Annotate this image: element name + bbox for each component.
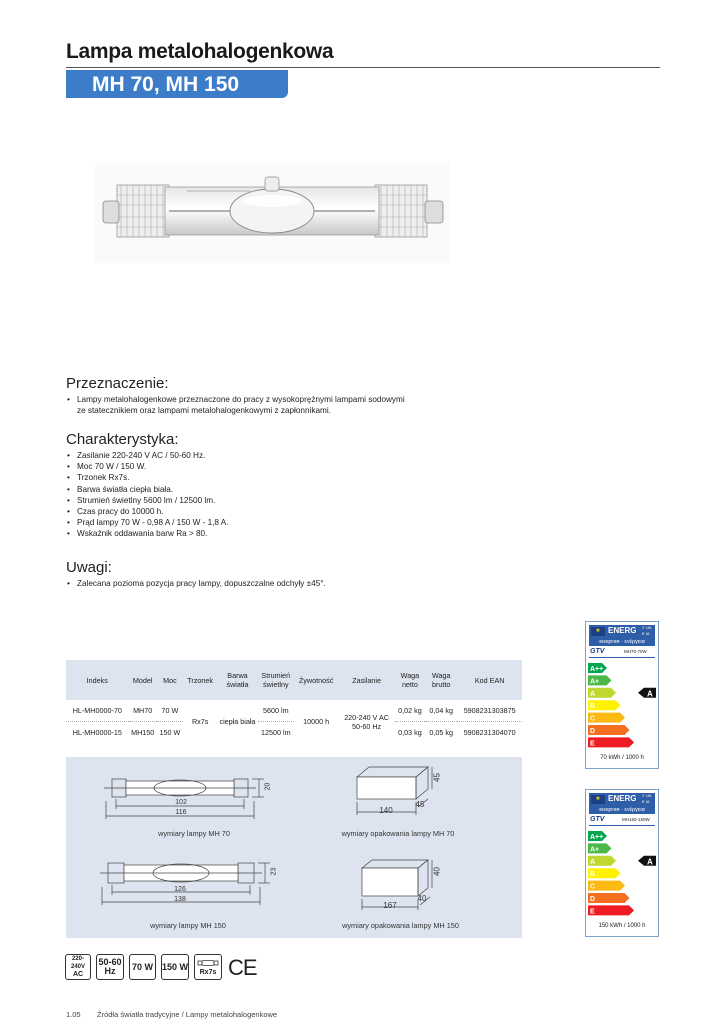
cell-ean: 5908231304070 [457,722,522,744]
list-item: • Prąd lampy 70 W - 0,98 A / 150 W - 1,8 A. [66,517,229,528]
energy-divider [589,825,655,826]
dimension-drawings [66,757,522,938]
list-item: • Wskaźnik oddawania barw Ra > 80. [66,528,229,539]
energy-word: ENERG [608,626,637,635]
eu-flag-icon: ★ [591,627,605,636]
cell-gross: 0,04 kg [429,706,453,715]
energy-consumption: 70 kWh / 1000 h [600,755,644,761]
dim-box150-length: 167 [383,901,397,910]
th-flux: Strumień świetlny [258,660,294,700]
voltage-top: 220-240V [70,956,85,970]
list-item: • Trzonek Rx7s. [66,472,229,483]
title-divider [66,67,660,68]
dim-box70-height: 45 [432,773,442,782]
power-150-icon: 150 W [161,954,189,980]
energy-class-bar [588,831,607,841]
eu-flag-icon: ★ [591,795,605,804]
th-gross: Waga brutto [425,660,457,700]
list-item: • Zasilanie 220-240 V AC / 50-60 Hz. [66,450,229,461]
table-header-row [66,660,522,700]
energy-class-bar [588,700,621,710]
th-power: Moc [157,660,183,700]
caption-lamp70: wymiary lampy MH 70 [158,829,230,838]
brand-logo: GTV [590,816,605,823]
voltage-icon [65,954,91,980]
energy-class-bar [588,843,612,853]
energy-class-label: A [590,858,596,866]
page-number: 1.05 [66,1010,81,1019]
energy-label-header [589,625,655,638]
energy-label-mh70 [585,621,659,769]
model-banner: MH 70, MH 150 [66,70,288,98]
rx7s-base-icon [194,954,222,980]
th-net: Waga netto [395,660,425,700]
th-index: Indeks [66,660,129,700]
cell-color: ciepła biała [219,717,256,726]
th-supply: Zasilanie [338,660,394,700]
cell-power: 70 W [161,706,179,715]
cell-index: HL-MH0000-15 [66,722,129,744]
cell-ean: 5908231303875 [463,706,516,715]
dim-box150-height: 40 [432,867,442,876]
energy-lang-bot: E IA [642,631,650,636]
energy-class-bar [588,893,630,903]
energy-class-bar [588,663,607,673]
th-model: Model [129,660,157,700]
dim-lamp150-dia: 23 [270,867,278,876]
energy-model: MH150-150W [622,817,650,822]
energy-word: ENERG [608,794,637,803]
dim-box70-length: 140 [379,806,393,815]
energy-model: MH70-70W [624,649,647,654]
energy-class-indicator-label: A [647,857,653,867]
cell-flux: 5600 lm [263,706,289,715]
dim-box150-width: 40 [417,894,427,903]
energy-scale-mh70 [588,663,656,751]
list-item: • Lampy metalohalogenkowe przeznaczone do pracy z wysokoprężnymi lampami sodowymi [66,394,405,405]
dim-lamp70-outer: 116 [175,809,187,816]
cell-supply: 220-240 V AC 50-60 Hz [344,712,389,731]
list-item: ze statecznikiem oraz lampami metalohalogenkowymi z zapłonnikami. [77,406,331,416]
energy-class-bar [588,725,630,735]
energy-divider [589,657,655,658]
brand-logo: GTV [590,648,605,655]
energy-class-label: C [590,715,596,723]
energy-class-bar [588,868,621,878]
energy-class-bar [588,688,616,698]
energy-class-bar [588,713,625,723]
dim-lamp150-inner: 126 [174,886,186,893]
energy-label-header [589,793,655,806]
energy-sub: енергия · ενέργεια [589,638,655,646]
freq-top: 50-60 [98,957,122,967]
energy-class-bar [588,675,612,685]
power-70-icon: 70 W [129,954,156,980]
energy-class-label: E [590,740,595,748]
lamp-base-icon [197,959,219,967]
energy-class-bar [588,856,616,866]
energy-class-label: A++ [590,834,604,841]
cell-model: MH150 [129,722,157,744]
energy-class-label: B [590,703,596,711]
energy-class-label: A [590,690,596,698]
voltage-bot: AC [72,971,84,978]
freq-bot: Hz [104,966,116,976]
notes-list [66,578,326,589]
energy-class-bar [588,905,634,915]
energy-consumption: 150 kWh / 1000 h [598,923,646,929]
cell-net: 0,02 kg [398,706,422,715]
features-heading: Charakterystyka: [66,431,179,448]
page-title: Lampa metalohalogenkowa [66,40,334,63]
energy-scale-mh150 [588,831,656,919]
list-item: • Moc 70 W / 150 W. [66,461,229,472]
energy-class-bar [588,737,634,747]
th-ean: Kod EAN [457,660,522,700]
cell-net: 0,03 kg [395,722,425,744]
th-life: Żywotność [294,660,338,700]
list-item: • Strumień świetlny 5600 lm / 12500 lm. [66,495,229,506]
notes-heading: Uwagi: [66,559,112,576]
cell-flux: 12500 lm [258,722,294,744]
energy-class-indicator-label: A [647,689,653,699]
list-item: • Barwa światła ciepła biała. [66,484,229,495]
caption-box150: wymiary opakowania lampy MH 150 [342,921,459,930]
table-row [66,700,522,722]
energy-lang-top: Y IJA [642,625,652,630]
dim-lamp150-outer: 138 [174,896,186,903]
cell-life: 10000 h [303,717,330,726]
base-label: Rx7s [199,969,217,976]
ce-mark-icon: CE [228,955,257,980]
caption-box70: wymiary opakowania lampy MH 70 [341,829,455,838]
energy-class-label: D [590,896,596,903]
features-list [66,450,229,540]
energy-class-label: B [590,871,596,879]
list-item: • Zalecana pozioma pozycja pracy lampy, dopuszczalne odchyły ±45°. [66,578,326,589]
caption-lamp150: wymiary lampy MH 150 [150,921,226,930]
list-item: • Czas pracy do 10000 h. [66,506,229,517]
energy-lang-top: Y IJA [642,793,652,798]
purpose-list [66,394,405,416]
energy-class-bar [588,881,625,891]
energy-class-label: A+ [590,846,600,854]
cell-base: Rx7s [191,717,209,726]
energy-class-label: A++ [590,666,604,673]
spec-table [66,660,522,743]
cell-power: 150 W [157,722,183,744]
frequency-icon [96,954,124,980]
th-base: Trzonek [183,660,217,700]
cell-model: MH70 [133,706,153,715]
dim-lamp70-dia: 20 [264,782,272,791]
energy-class-label: E [590,908,595,916]
footer-breadcrumb: Źródła światła tradycyjne / Lampy metalohalogenkowe [97,1010,278,1019]
lamp-photo [95,163,450,263]
cell-gross: 0,05 kg [425,722,457,744]
energy-label-mh150 [585,789,659,937]
cell-index: HL-MH0000-70 [72,706,122,715]
energy-sub: енергия · ενέργεια [589,806,655,814]
energy-class-label: D [590,728,596,735]
dim-lamp70-inner: 102 [175,799,187,806]
energy-lang-bot: E IA [642,799,650,804]
purpose-heading: Przeznaczenie: [66,375,169,392]
drawings-svg [66,757,522,938]
energy-class-label: A+ [590,678,600,686]
energy-class-label: C [590,883,596,891]
th-color: Barwa światła [217,660,257,700]
dim-box70-width: 45 [415,800,425,809]
